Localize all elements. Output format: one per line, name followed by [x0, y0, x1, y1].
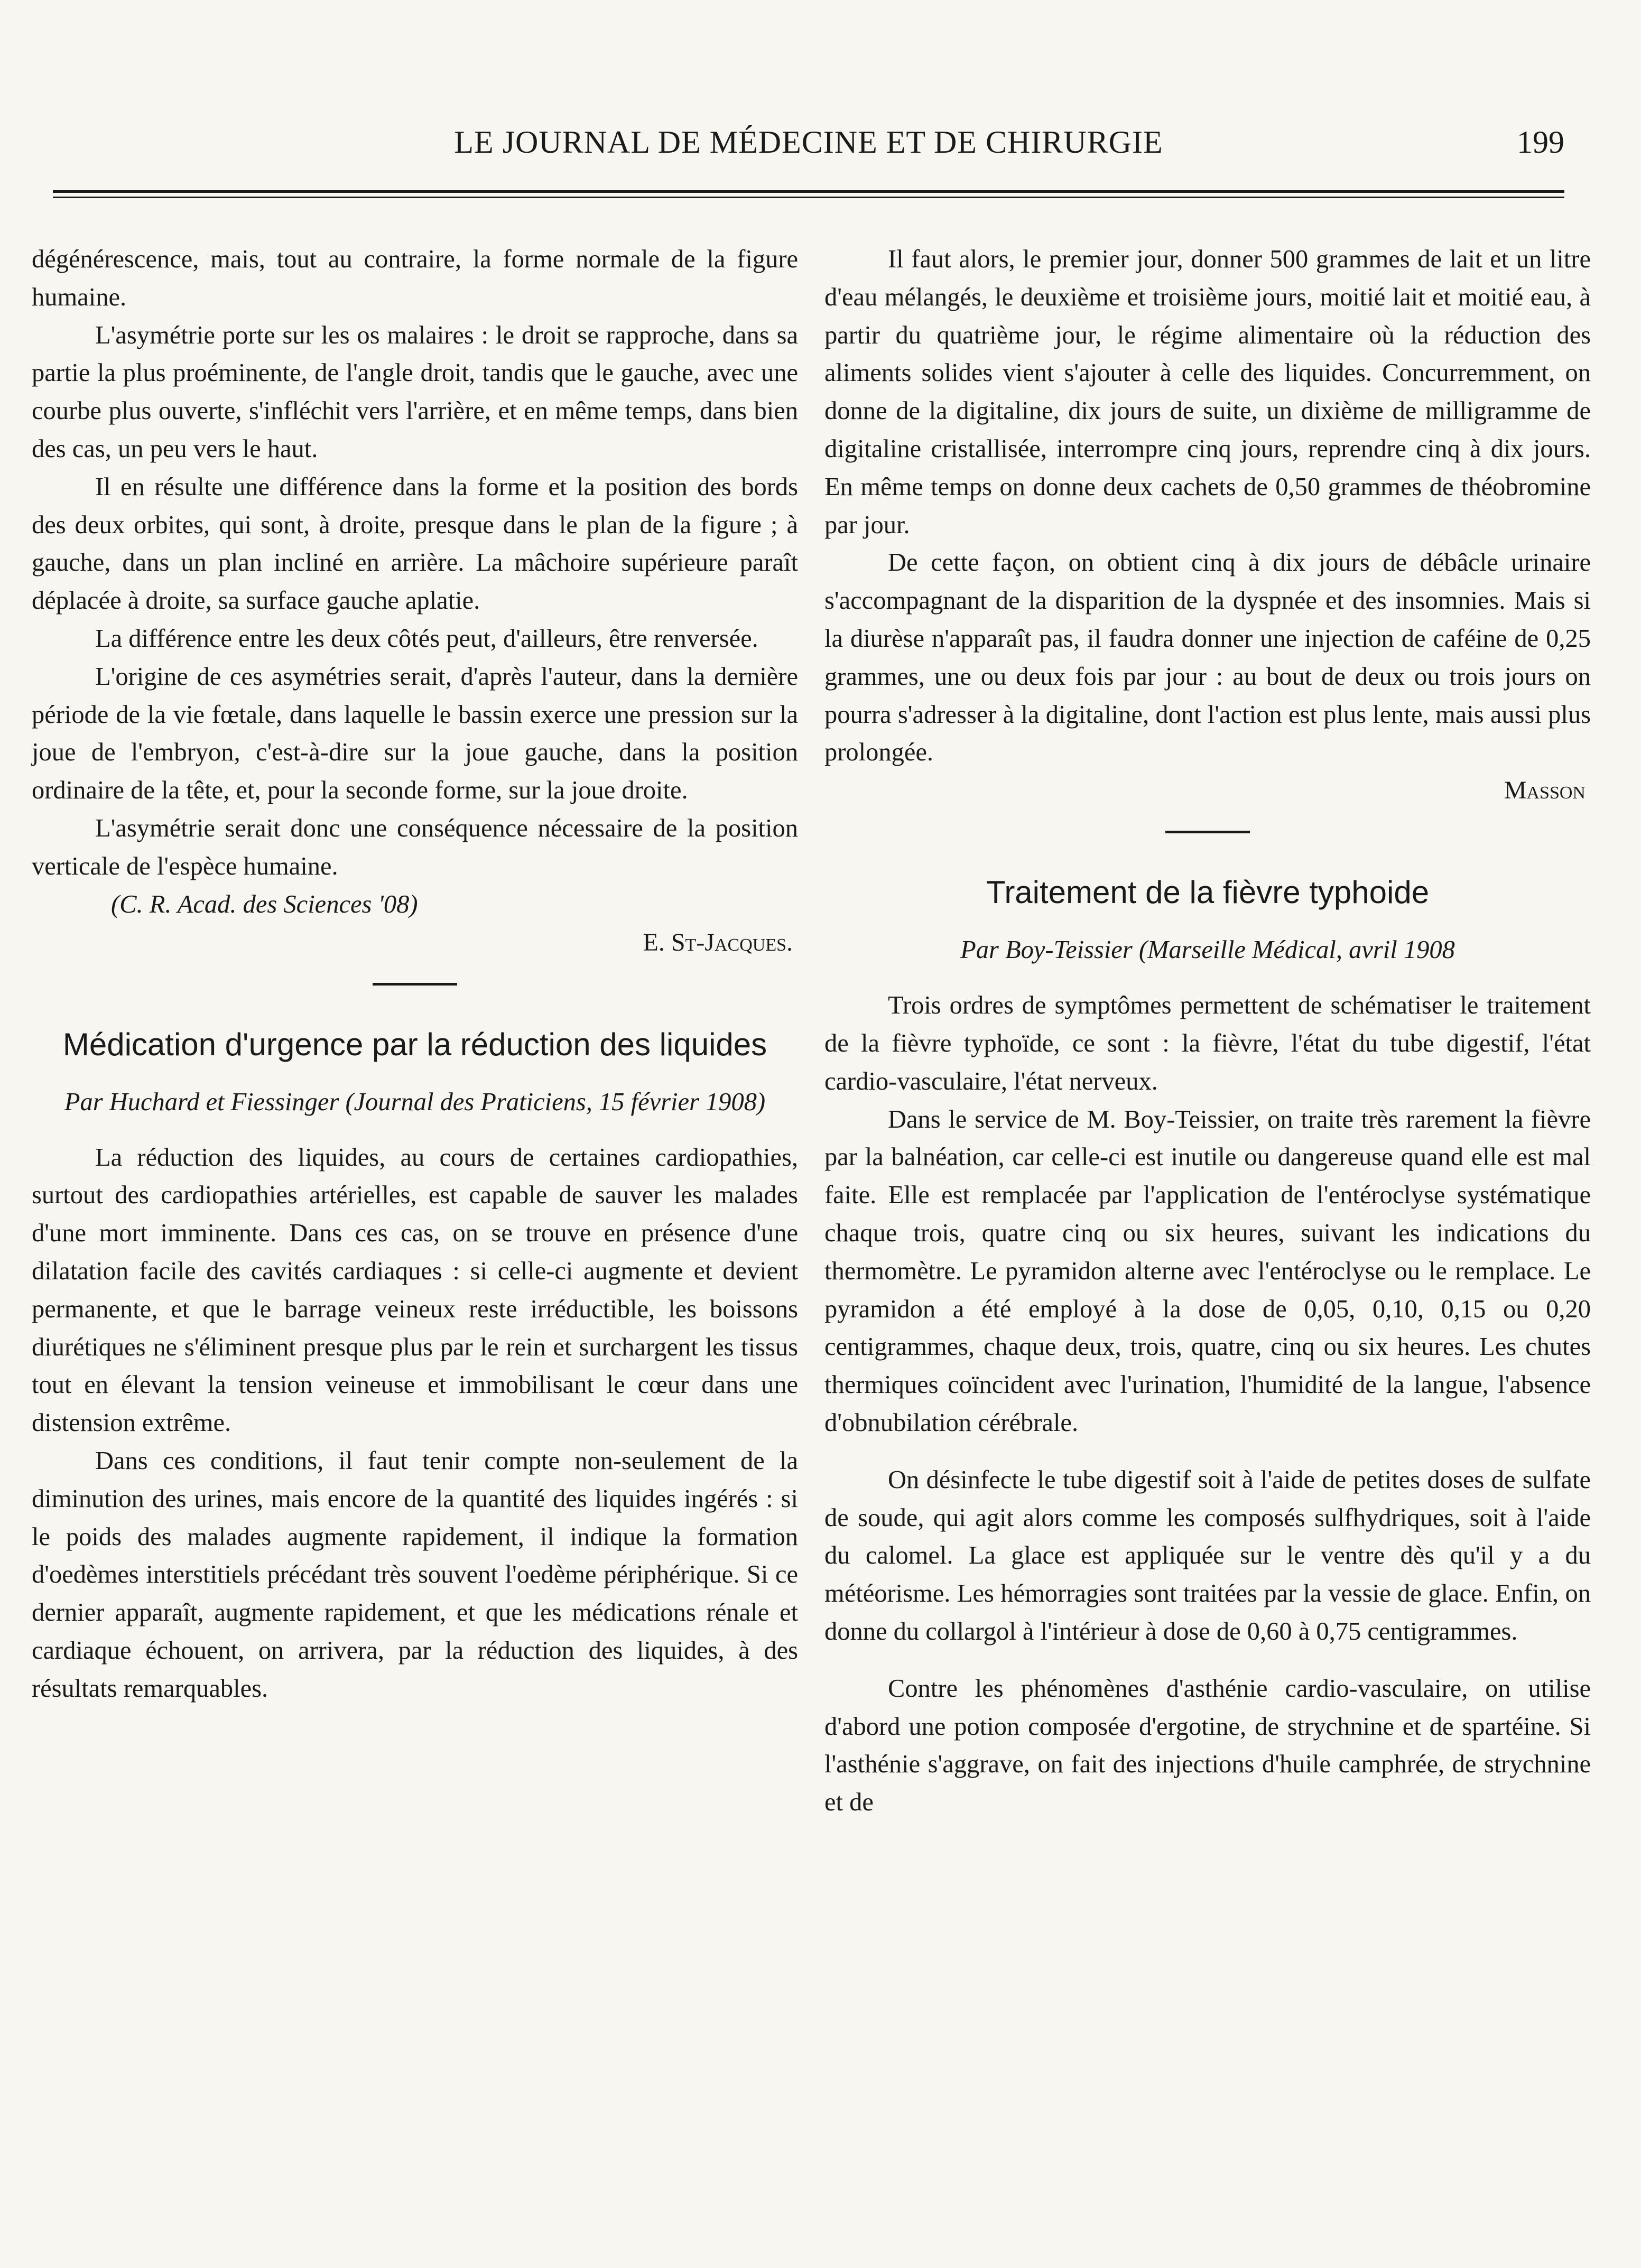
paragraph: On désinfecte le tube digestif soit à l'aide de petites doses de sulfate de soude, qui agit alors comme les composés sulfhydriques, soit à l'aide du calomel. La glace est appliquée sur le ventre dès qu'il y a du météorisme. Les hémorragies sont traitées par la vessie de glace. Enfin, on donne du collargol à l'intérieur à dose de 0,60 à 0,75 centigrammes.: [824, 1465, 1591, 1646]
left-column: [32, 240, 798, 2196]
right-column: [824, 240, 1591, 2196]
paragraph: dégénérescence, mais, tout au contraire, la forme normale de la figure humaine.: [32, 245, 798, 311]
paragraph: L'asymétrie porte sur les os malaires : le droit se rapproche, dans sa partie la plus proéminente, de l'angle droit, tandis que le gauche, avec une courbe plus ouverte, s'infléchit vers l'arrière, et en même temps, dans bien des cas, un peu vers le haut.: [32, 321, 798, 463]
article-byline: Par Huchard et Fiessinger (Journal des Praticiens, 15 février 1908): [64, 1087, 766, 1116]
paragraph: Trois ordres de symptômes permettent de schématiser le traitement de la fièvre typhoïde, ce sont : la fièvre, l'état du tube digestif, l'état cardio-vasculaire, l'état nerveux.: [824, 991, 1591, 1095]
page-header: [53, 124, 1564, 182]
author-signature: Masson: [1504, 776, 1586, 805]
paragraph: Dans ces conditions, il faut tenir compte non-seulement de la diminution des urines, mais encore de la quantité des liquides ingérés : si le poids des malades augmente rapidement, il indique la formation d'oedèmes interstitiels précédant très souvent l'oedème périphérique. Si ce dernier apparaît, augmente rapidement, et que les médications rénale et cardiaque échouent, on arrivera, par la réduction des liquides, à des résultats remarquables.: [32, 1446, 798, 1703]
article-byline: Par Boy-Teissier (Marseille Médical, avril 1908: [960, 936, 1455, 964]
paragraph: Contre les phénomènes d'asthénie cardio-vasculaire, on utilise d'abord une potion composée d'ergotine, de strychnine et de spartéine. Si l'asthénie s'aggrave, on fait des injections d'huile camphrée, de strychnine et de: [824, 1674, 1591, 1817]
paragraph: L'asymétrie serait donc une conséquence nécessaire de la position verticale de l'espèce humaine.: [32, 814, 798, 880]
page-number: 199: [1517, 125, 1564, 160]
citation: (C. R. Acad. des Sciences '08): [111, 890, 418, 918]
paragraph: De cette façon, on obtient cinq à dix jours de débâcle urinaire s'accompagnant de la disparition de la dyspnée et des insomnies. Mais si la diurèse n'apparaît pas, il faudra donner une injection de caféine de 0,25 grammes, une ou deux fois par jour : au bout de deux ou trois jours on pourra s'adresser à la digitaline, dont l'action est plus lente, mais aussi plus prolongée.: [824, 549, 1591, 767]
header-rule: [53, 190, 1564, 193]
paragraph: Il en résulte une différence dans la forme et la position des bords des deux orbites, qui sont, à droite, presque dans le plan de la figure ; à gauche, dans un plan incliné en arrière. La mâchoire supérieure paraît déplacée à droite, sa surface gauche aplatie.: [32, 472, 798, 615]
article-title: Médication d'urgence par la réduction des liquides: [62, 1026, 767, 1062]
article-title: Traitement de la fièvre typhoide: [986, 875, 1430, 910]
running-title: LE JOURNAL DE MÉDECINE ET DE CHIRURGIE: [454, 125, 1163, 160]
author-signature: E. St-Jacques.: [643, 928, 793, 956]
paragraph: La différence entre les deux côtés peut, d'ailleurs, être renversée.: [95, 624, 758, 653]
paragraph: La réduction des liquides, au cours de certaines cardiopathies, surtout des cardiopathies artérielles, est capable de sauver les malades d'une mort imminente. Dans ces cas, on se trouve en présence d'une dilatation facile des cavités cardiaques : si celle-ci augmente et devient permanente, et que le barrage veineux reste irréductible, les boissons diurétiques ne s'éliminent presque plus par le rein et surchargent les tissus tout en élevant la tension veineuse et immobilisant le cœur dans une distension extrême.: [32, 1143, 798, 1437]
paragraph: Dans le service de M. Boy-Teissier, on traite très rarement la fièvre par la balnéation, car celle-ci est inutile ou dangereuse quand elle est mal faite. Elle est remplacée par l'application de l'entéroclyse systématique chaque trois, quatre cinq ou six heures, suivant les indications du thermomètre. Le pyramidon alterne avec l'entéroclyse ou le remplace. Le pyramidon a été employé à la dose de 0,05, 0,10, 0,15 ou 0,20 centigrammes, chaque deux, trois, quatre, cinq ou six heures. Les chutes thermiques coïncident avec l'urination, l'humidité de la langue, l'absence d'obnubilation cérébrale.: [824, 1105, 1591, 1437]
paragraph: L'origine de ces asymétries serait, d'après l'auteur, dans la dernière période de la vie fœtale, dans laquelle le bassin exerce une pression sur la joue de l'embryon, c'est-à-dire sur la joue gauche, dans la position ordinaire de la tête, et, pour la seconde forme, sur la joue droite.: [32, 662, 798, 805]
header-rule-thin: [53, 197, 1564, 198]
paragraph: Il faut alors, le premier jour, donner 500 grammes de lait et un litre d'eau mélangés, le deuxième et troisième jours, moitié lait et moitié eau, à partir du quatrième jour, le régime alimentaire où la réduction des aliments solides vient s'ajouter à celle des liquides. Concurremment, on donne de la digitaline, dix jours de suite, un dixième de milligramme de digitaline cristallisée, interrompre cinq jours, reprendre cinq à dix jours. En même temps on donne deux cachets de 0,50 grammes de théobromine par jour.: [824, 245, 1591, 539]
